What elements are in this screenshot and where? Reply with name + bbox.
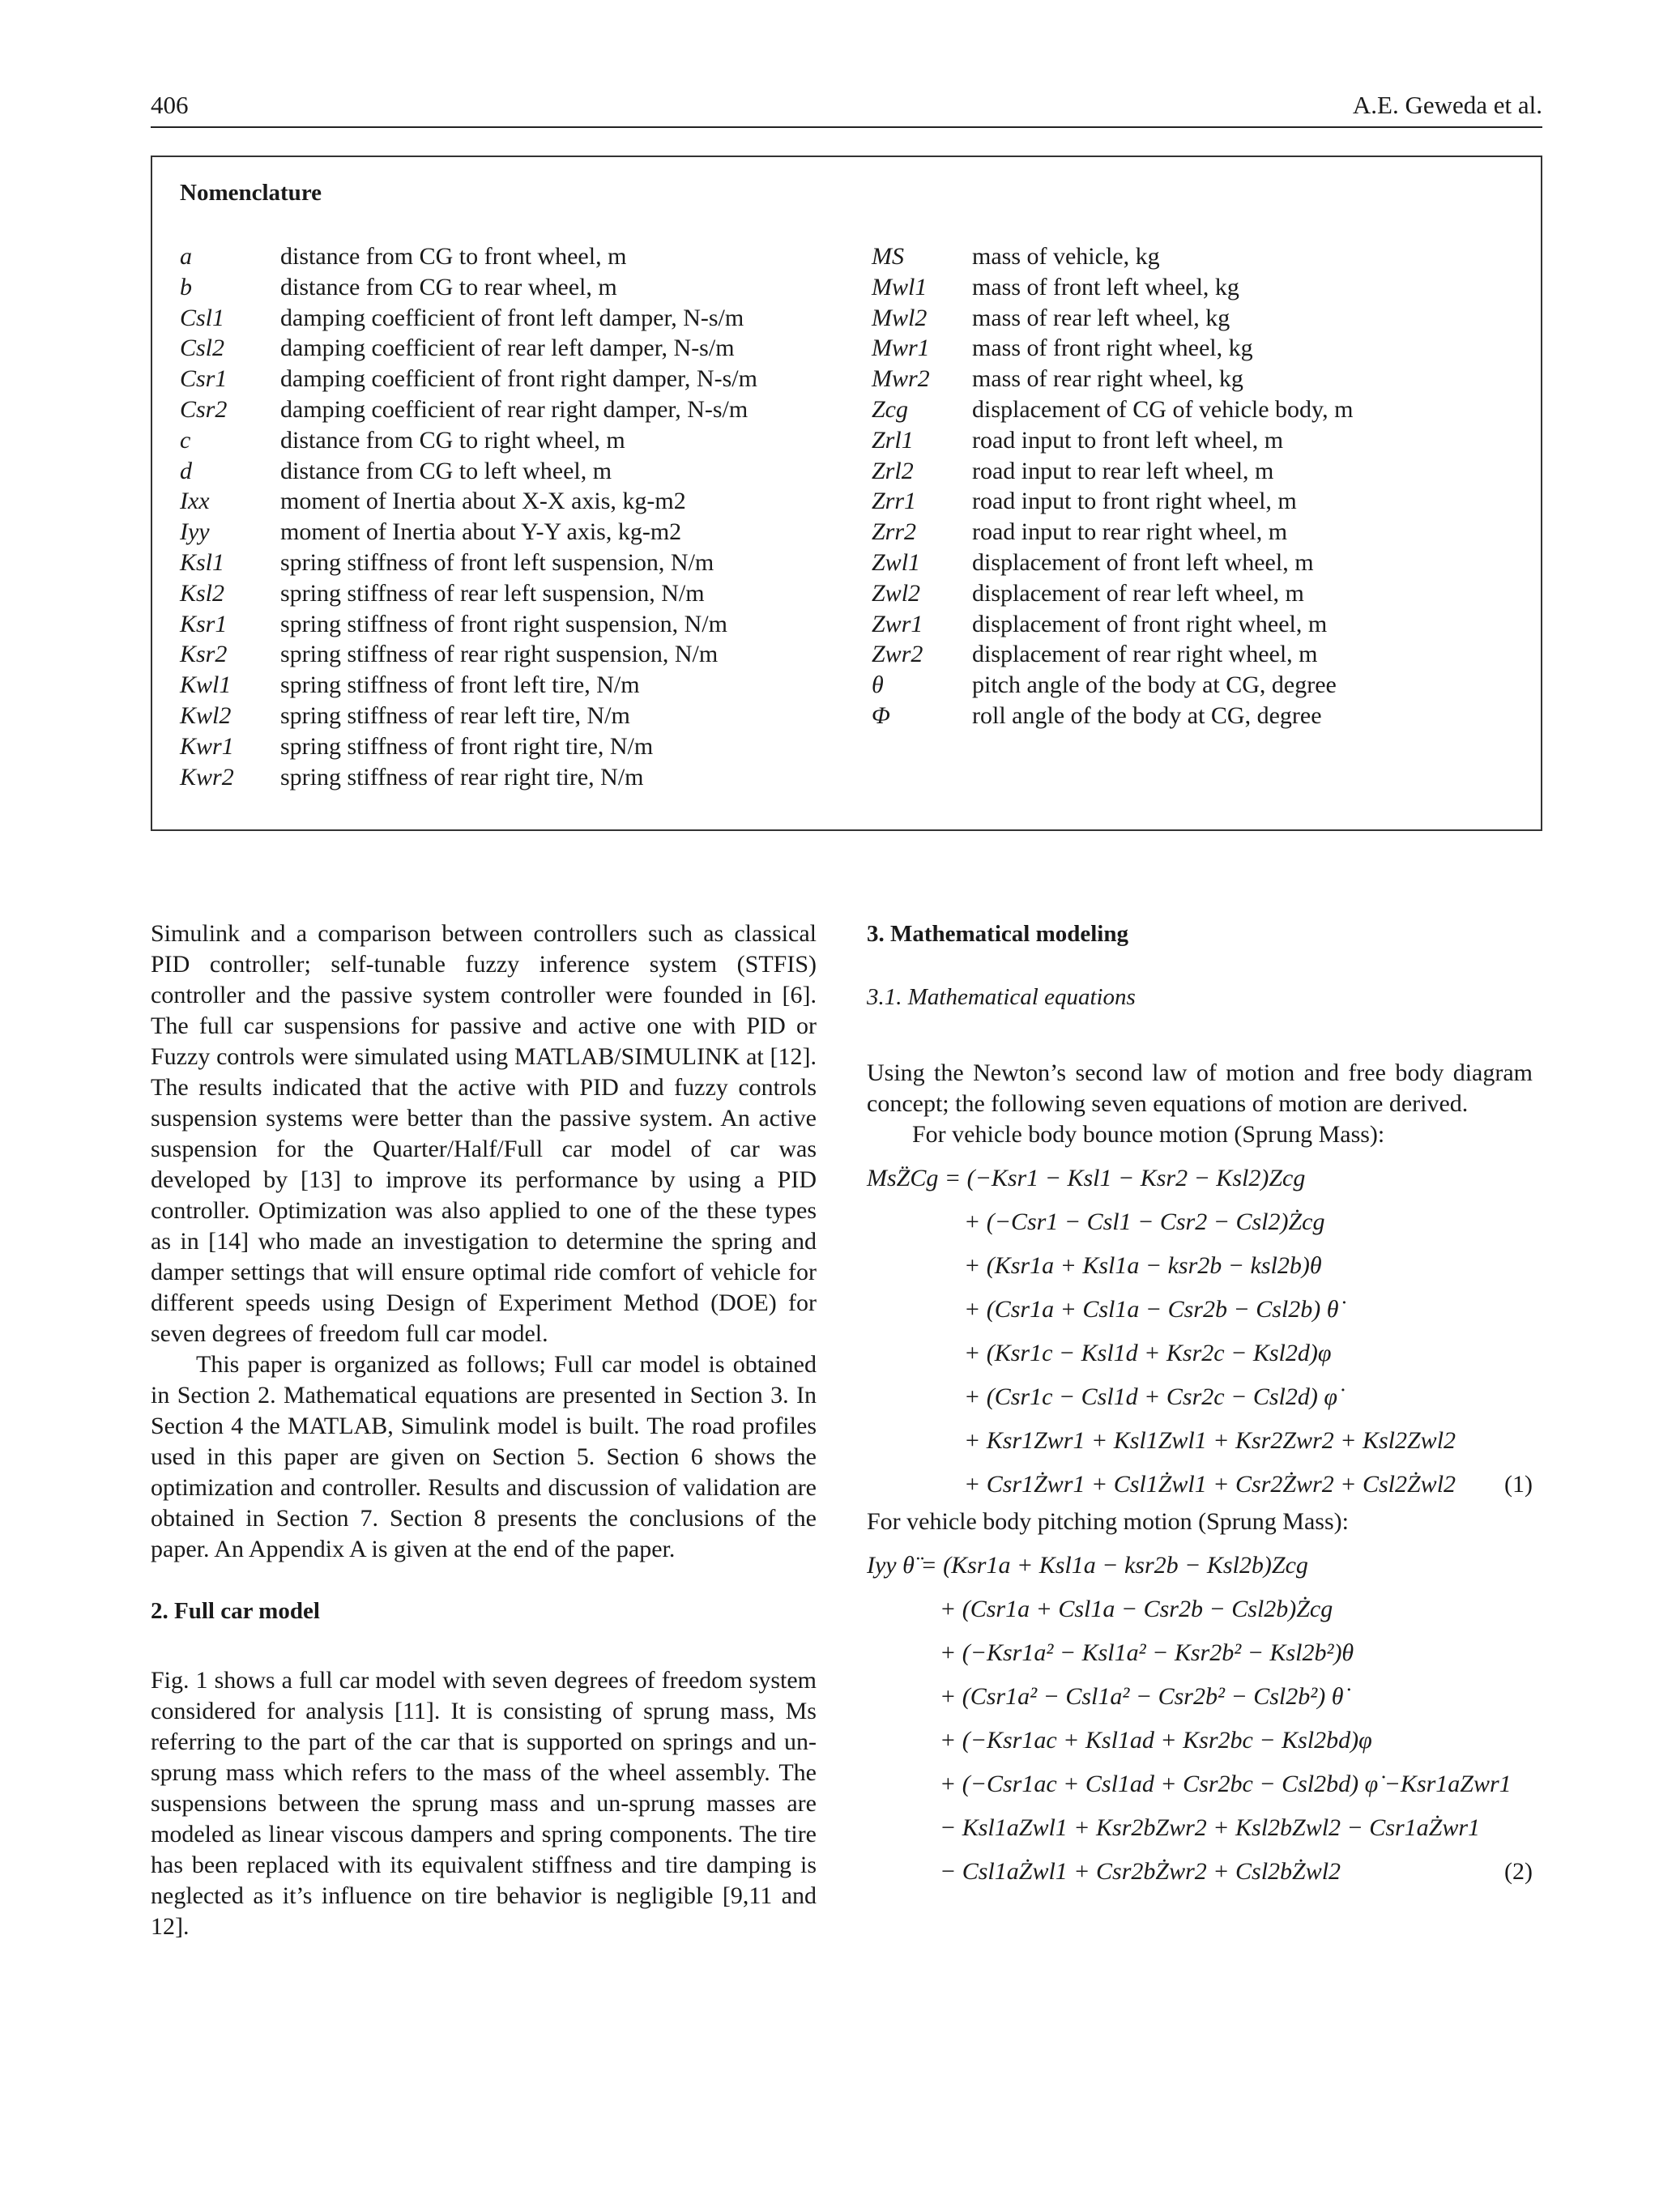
equation-line [867, 1332, 1533, 1375]
nomenclature-entry [872, 456, 1353, 487]
nomenclature-symbol: Mwl2 [872, 304, 928, 331]
nomenclature-description: spring stiffness of rear left tire, N/m [280, 701, 630, 729]
nomenclature-title: Nomenclature [180, 180, 322, 206]
nomenclature-entry [872, 701, 1353, 731]
nomenclature-symbol: Zrl1 [872, 426, 914, 454]
nomenclature-entry [180, 517, 757, 548]
nomenclature-description: damping coefficient of front left damper, N-s/m [280, 304, 744, 331]
nomenclature-entry [872, 670, 1353, 701]
nomenclature-description: spring stiffness of rear right tire, N/m [280, 763, 644, 791]
nomenclature-description: distance from CG to rear wheel, m [280, 273, 617, 300]
equation-line [867, 1244, 1533, 1288]
equation-text: + (Csr1a + Csl1a − Csr2b − Csl2b)Żcg [940, 1596, 1333, 1622]
equation-line [867, 1762, 1533, 1806]
nomenclature-entry [180, 670, 757, 701]
nomenclature-entry [872, 609, 1353, 640]
page-header [151, 91, 1542, 128]
equation-number: (2) [1504, 1858, 1533, 1885]
organization-paragraph: This paper is organized as follows; Full car model is obtained in Section 2. Mathematical equations are presented in Section 3. In Section 4 the MATLAB, Simulink model is built. The road profiles used in this paper are given on Section 5. Section 6 shows the optimization and controller. Results and discussion of validation are obtained in Section 7. Section 8 presents the conclusions of the paper. An Appendix A is given at the end of the paper. [151, 1351, 817, 1562]
equation-text: + Csr1Żwr1 + Csl1Żwl1 + Csr2Żwr2 + Csl2Żwl2 [964, 1471, 1456, 1498]
nomenclature-description: pitch angle of the body at CG, degree [972, 671, 1337, 699]
nomenclature-entry [872, 303, 1353, 334]
nomenclature-entry [872, 517, 1353, 548]
nomenclature-symbol: Zrr2 [872, 518, 917, 546]
nomenclature-entry [180, 425, 757, 456]
equation-text: + (−Ksr1ac + Ksl1ad + Ksr2bc − Ksl2bd)φ [940, 1727, 1372, 1754]
nomenclature-symbol: Kwr1 [180, 732, 234, 760]
equation-text: + (Ksr1c − Ksl1d + Ksr2c − Ksl2d)φ [964, 1340, 1332, 1366]
nomenclature-description: spring stiffness of front right tire, N/m [280, 732, 654, 760]
nomenclature-entry [180, 333, 757, 364]
nomenclature-description: roll angle of the body at CG, degree [972, 701, 1322, 729]
equation-line [867, 1588, 1533, 1631]
nomenclature-symbol: c [180, 426, 191, 454]
nomenclature-entry [180, 456, 757, 487]
nomenclature-description: road input to rear right wheel, m [972, 518, 1288, 546]
nomenclature-symbol: Ksr2 [180, 641, 228, 668]
nomenclature-symbol: Zwr1 [872, 610, 923, 637]
nomenclature-description: spring stiffness of front left suspension, N/m [280, 548, 714, 576]
nomenclature-symbol: b [180, 273, 192, 300]
equation-text: + (−Csr1 − Csl1 − Csr2 − Csl2)Żcg [964, 1208, 1325, 1235]
nomenclature-description: damping coefficient of rear right damper, N-s/m [280, 395, 748, 423]
nomenclature-entry [180, 272, 757, 303]
nomenclature-description: road input to rear left wheel, m [972, 457, 1274, 484]
nomenclature-entry [180, 303, 757, 334]
equation-text: + (−Csr1ac + Csl1ad + Csr2bc − Csl2bd) φ̇ −Ksr1aZwr1 [940, 1771, 1512, 1797]
nomenclature-description: moment of Inertia about X-X axis, kg-m2 [280, 488, 686, 515]
nomenclature-entry [180, 731, 757, 762]
equation-line [867, 1200, 1533, 1244]
nomenclature-symbol: Mwr2 [872, 365, 930, 393]
nomenclature-description: distance from CG to right wheel, m [280, 426, 625, 454]
full-car-model-paragraph: Fig. 1 shows a full car model with seven degrees of freedom system considered for analysis [11]. It is consisting of sprung mass, Ms referring to the part of the car that is supported on springs and un-sprung mass which refers to the mass of the wheel assembly. The suspensions between the sprung mass and un-sprung masses are modeled as linear viscous dampers and spring components. The tire has been replaced with its equivalent stiffness and tire damping is neglected as it’s influence on tire behavior is negligible [9,11 and 12]. [151, 1667, 817, 1940]
nomenclature-entry [872, 578, 1353, 609]
nomenclature-entry [180, 241, 757, 272]
nomenclature-entry [180, 548, 757, 578]
equation-text: MsZ̈Cg = (−Ksr1 − Ksl1 − Ksr2 − Ksl2)Zcg [867, 1165, 1306, 1191]
nomenclature-box [151, 156, 1542, 831]
equation-number: (1) [1504, 1471, 1533, 1498]
nomenclature-entry [872, 272, 1353, 303]
newton-paragraph: Using the Newton’s second law of motion and free body diagram concept; the following seven equations of motion are derived. [867, 1059, 1533, 1117]
equation-text: + (Csr1c − Csl1d + Csr2c − Csl2d) φ̇ [964, 1383, 1337, 1410]
nomenclature-symbol: d [180, 457, 192, 484]
equation-text: + (Csr1a² − Csl1a² − Csr2b² − Csl2b²) θ̇ [940, 1683, 1344, 1710]
nomenclature-entry [872, 333, 1353, 364]
equation-text: + (Ksr1a + Ksl1a − ksr2b − ksl2b)θ [964, 1252, 1322, 1279]
nomenclature-symbol: Kwl2 [180, 701, 232, 729]
equation-text: + (Csr1a + Csl1a − Csr2b − Csl2b) θ̇ [964, 1296, 1339, 1323]
nomenclature-entry [872, 548, 1353, 578]
equation-line [867, 1419, 1533, 1463]
nomenclature-description: mass of rear right wheel, kg [972, 365, 1243, 393]
nomenclature-description: displacement of front left wheel, m [972, 548, 1314, 576]
nomenclature-left-column [180, 241, 757, 792]
nomenclature-entry [872, 639, 1353, 670]
equation-text: + Ksr1Zwr1 + Ksl1Zwl1 + Ksr2Zwr2 + Ksl2Zwl2 [964, 1427, 1456, 1454]
nomenclature-symbol: Zwl2 [872, 579, 921, 607]
nomenclature-symbol: a [180, 243, 192, 270]
running-author: A.E. Geweda et al. [1352, 91, 1542, 119]
nomenclature-entry [872, 241, 1353, 272]
nomenclature-symbol: Φ [872, 701, 890, 729]
nomenclature-description: displacement of front right wheel, m [972, 610, 1328, 637]
nomenclature-description: road input to front left wheel, m [972, 426, 1284, 454]
section-3-heading: 3. Mathematical modeling [867, 921, 1128, 947]
nomenclature-entry [180, 486, 757, 517]
nomenclature-description: spring stiffness of front left tire, N/m [280, 671, 640, 699]
nomenclature-description: displacement of CG of vehicle body, m [972, 395, 1354, 423]
equation-line [867, 1675, 1533, 1719]
section-2-heading: 2. Full car model [151, 1598, 320, 1624]
nomenclature-symbol: Csr1 [180, 365, 228, 393]
left-column [151, 918, 817, 1942]
nomenclature-description: distance from CG to left wheel, m [280, 457, 612, 484]
nomenclature-symbol: Csl2 [180, 335, 225, 362]
nomenclature-entry [180, 394, 757, 425]
equation-text: + (−Ksr1a² − Ksl1a² − Ksr2b² − Ksl2b²)θ [940, 1639, 1354, 1666]
pitch-intro: For vehicle body pitching motion (Sprung Mass): [867, 1508, 1349, 1535]
nomenclature-description: damping coefficient of front right damper, N-s/m [280, 365, 757, 393]
nomenclature-description: spring stiffness of front right suspension, N/m [280, 610, 727, 637]
nomenclature-symbol: Ixx [180, 488, 210, 515]
nomenclature-description: spring stiffness of rear left suspension, N/m [280, 579, 705, 607]
nomenclature-symbol: Kwr2 [180, 763, 234, 791]
nomenclature-entry [180, 609, 757, 640]
nomenclature-description: spring stiffness of rear right suspension, N/m [280, 641, 719, 668]
nomenclature-description: mass of rear left wheel, kg [972, 304, 1230, 331]
nomenclature-description: mass of front left wheel, kg [972, 273, 1239, 300]
nomenclature-entry [872, 486, 1353, 517]
subsection-3-1-heading: 3.1. Mathematical equations [867, 984, 1136, 1010]
nomenclature-entry [872, 364, 1353, 394]
equation-line [867, 1463, 1533, 1507]
nomenclature-symbol: Zwl1 [872, 548, 921, 576]
nomenclature-entry [180, 701, 757, 731]
nomenclature-description: displacement of rear right wheel, m [972, 641, 1318, 668]
equation-1 [867, 1157, 1533, 1507]
nomenclature-entry [180, 762, 757, 793]
nomenclature-symbol: Csl1 [180, 304, 225, 331]
equation-2 [867, 1544, 1533, 1894]
nomenclature-description: mass of vehicle, kg [972, 243, 1160, 270]
equation-text: − Csl1aŻwl1 + Csr2bŻwr2 + Csl2bŻwl2 [940, 1858, 1341, 1885]
nomenclature-symbol: Ksl2 [180, 579, 225, 607]
nomenclature-description: road input to front right wheel, m [972, 488, 1297, 515]
nomenclature-symbol: MS [872, 243, 904, 270]
nomenclature-entry [180, 364, 757, 394]
equation-line [867, 1544, 1533, 1588]
equation-line [867, 1850, 1533, 1894]
nomenclature-description: moment of Inertia about Y-Y axis, kg-m2 [280, 518, 682, 546]
nomenclature-symbol: Zrl2 [872, 457, 914, 484]
nomenclature-description: displacement of rear left wheel, m [972, 579, 1304, 607]
nomenclature-description: distance from CG to front wheel, m [280, 243, 627, 270]
nomenclature-description: mass of front right wheel, kg [972, 335, 1253, 362]
intro-paragraph: Simulink and a comparison between controllers such as classical PID controller; self-tunable fuzzy inference system (STFIS) controller and the passive system controller were founded in [6]. The full car suspensions for passive and active one with PID or Fuzzy controls were simulated using MATLAB/SIMULINK at [12]. The results indicated that the active with PID and fuzzy controls suspension systems were better than the passive system. An active suspension for the Quarter/Half/Full car model of car was developed by [13] to improve its performance by using a PID controller. Optimization was also applied to one of the these types as in [14] who made an investigation to determine the spring and damper settings that will ensure optimal ride comfort of vehicle for different speeds using Design of Experiment Method (DOE) for seven degrees of freedom full car model. [151, 920, 817, 1347]
equation-text: Iyy θ̈ = (Ksr1a + Ksl1a − ksr2b − Ksl2b)Zcg [867, 1552, 1308, 1579]
nomenclature-symbol: θ [872, 671, 884, 699]
nomenclature-entry [180, 578, 757, 609]
nomenclature-symbol: Csr2 [180, 395, 228, 423]
nomenclature-entry [872, 425, 1353, 456]
nomenclature-symbol: Zcg [872, 395, 908, 423]
nomenclature-symbol: Mwr1 [872, 335, 930, 362]
equation-line [867, 1806, 1533, 1850]
nomenclature-symbol: Ksr1 [180, 610, 228, 637]
equation-line [867, 1719, 1533, 1762]
nomenclature-symbol: Kwl1 [180, 671, 232, 699]
nomenclature-symbol: Ksl1 [180, 548, 225, 576]
nomenclature-symbol: Zwr2 [872, 641, 923, 668]
bounce-intro: For vehicle body bounce motion (Sprung Mass): [912, 1121, 1385, 1148]
nomenclature-entry [180, 639, 757, 670]
nomenclature-symbol: Zrr1 [872, 488, 917, 515]
right-column [867, 918, 1533, 1894]
nomenclature-description: damping coefficient of rear left damper, N-s/m [280, 335, 735, 362]
equation-text: − Ksl1aZwl1 + Ksr2bZwr2 + Ksl2bZwl2 − Csr1aŻwr1 [940, 1814, 1481, 1841]
nomenclature-entry [872, 394, 1353, 425]
equation-line [867, 1157, 1533, 1200]
nomenclature-right-column [872, 241, 1353, 731]
equation-line [867, 1288, 1533, 1332]
nomenclature-symbol: Iyy [180, 518, 210, 546]
nomenclature-symbol: Mwl1 [872, 273, 928, 300]
equation-line [867, 1375, 1533, 1419]
page-number: 406 [151, 91, 189, 119]
equation-line [867, 1631, 1533, 1675]
